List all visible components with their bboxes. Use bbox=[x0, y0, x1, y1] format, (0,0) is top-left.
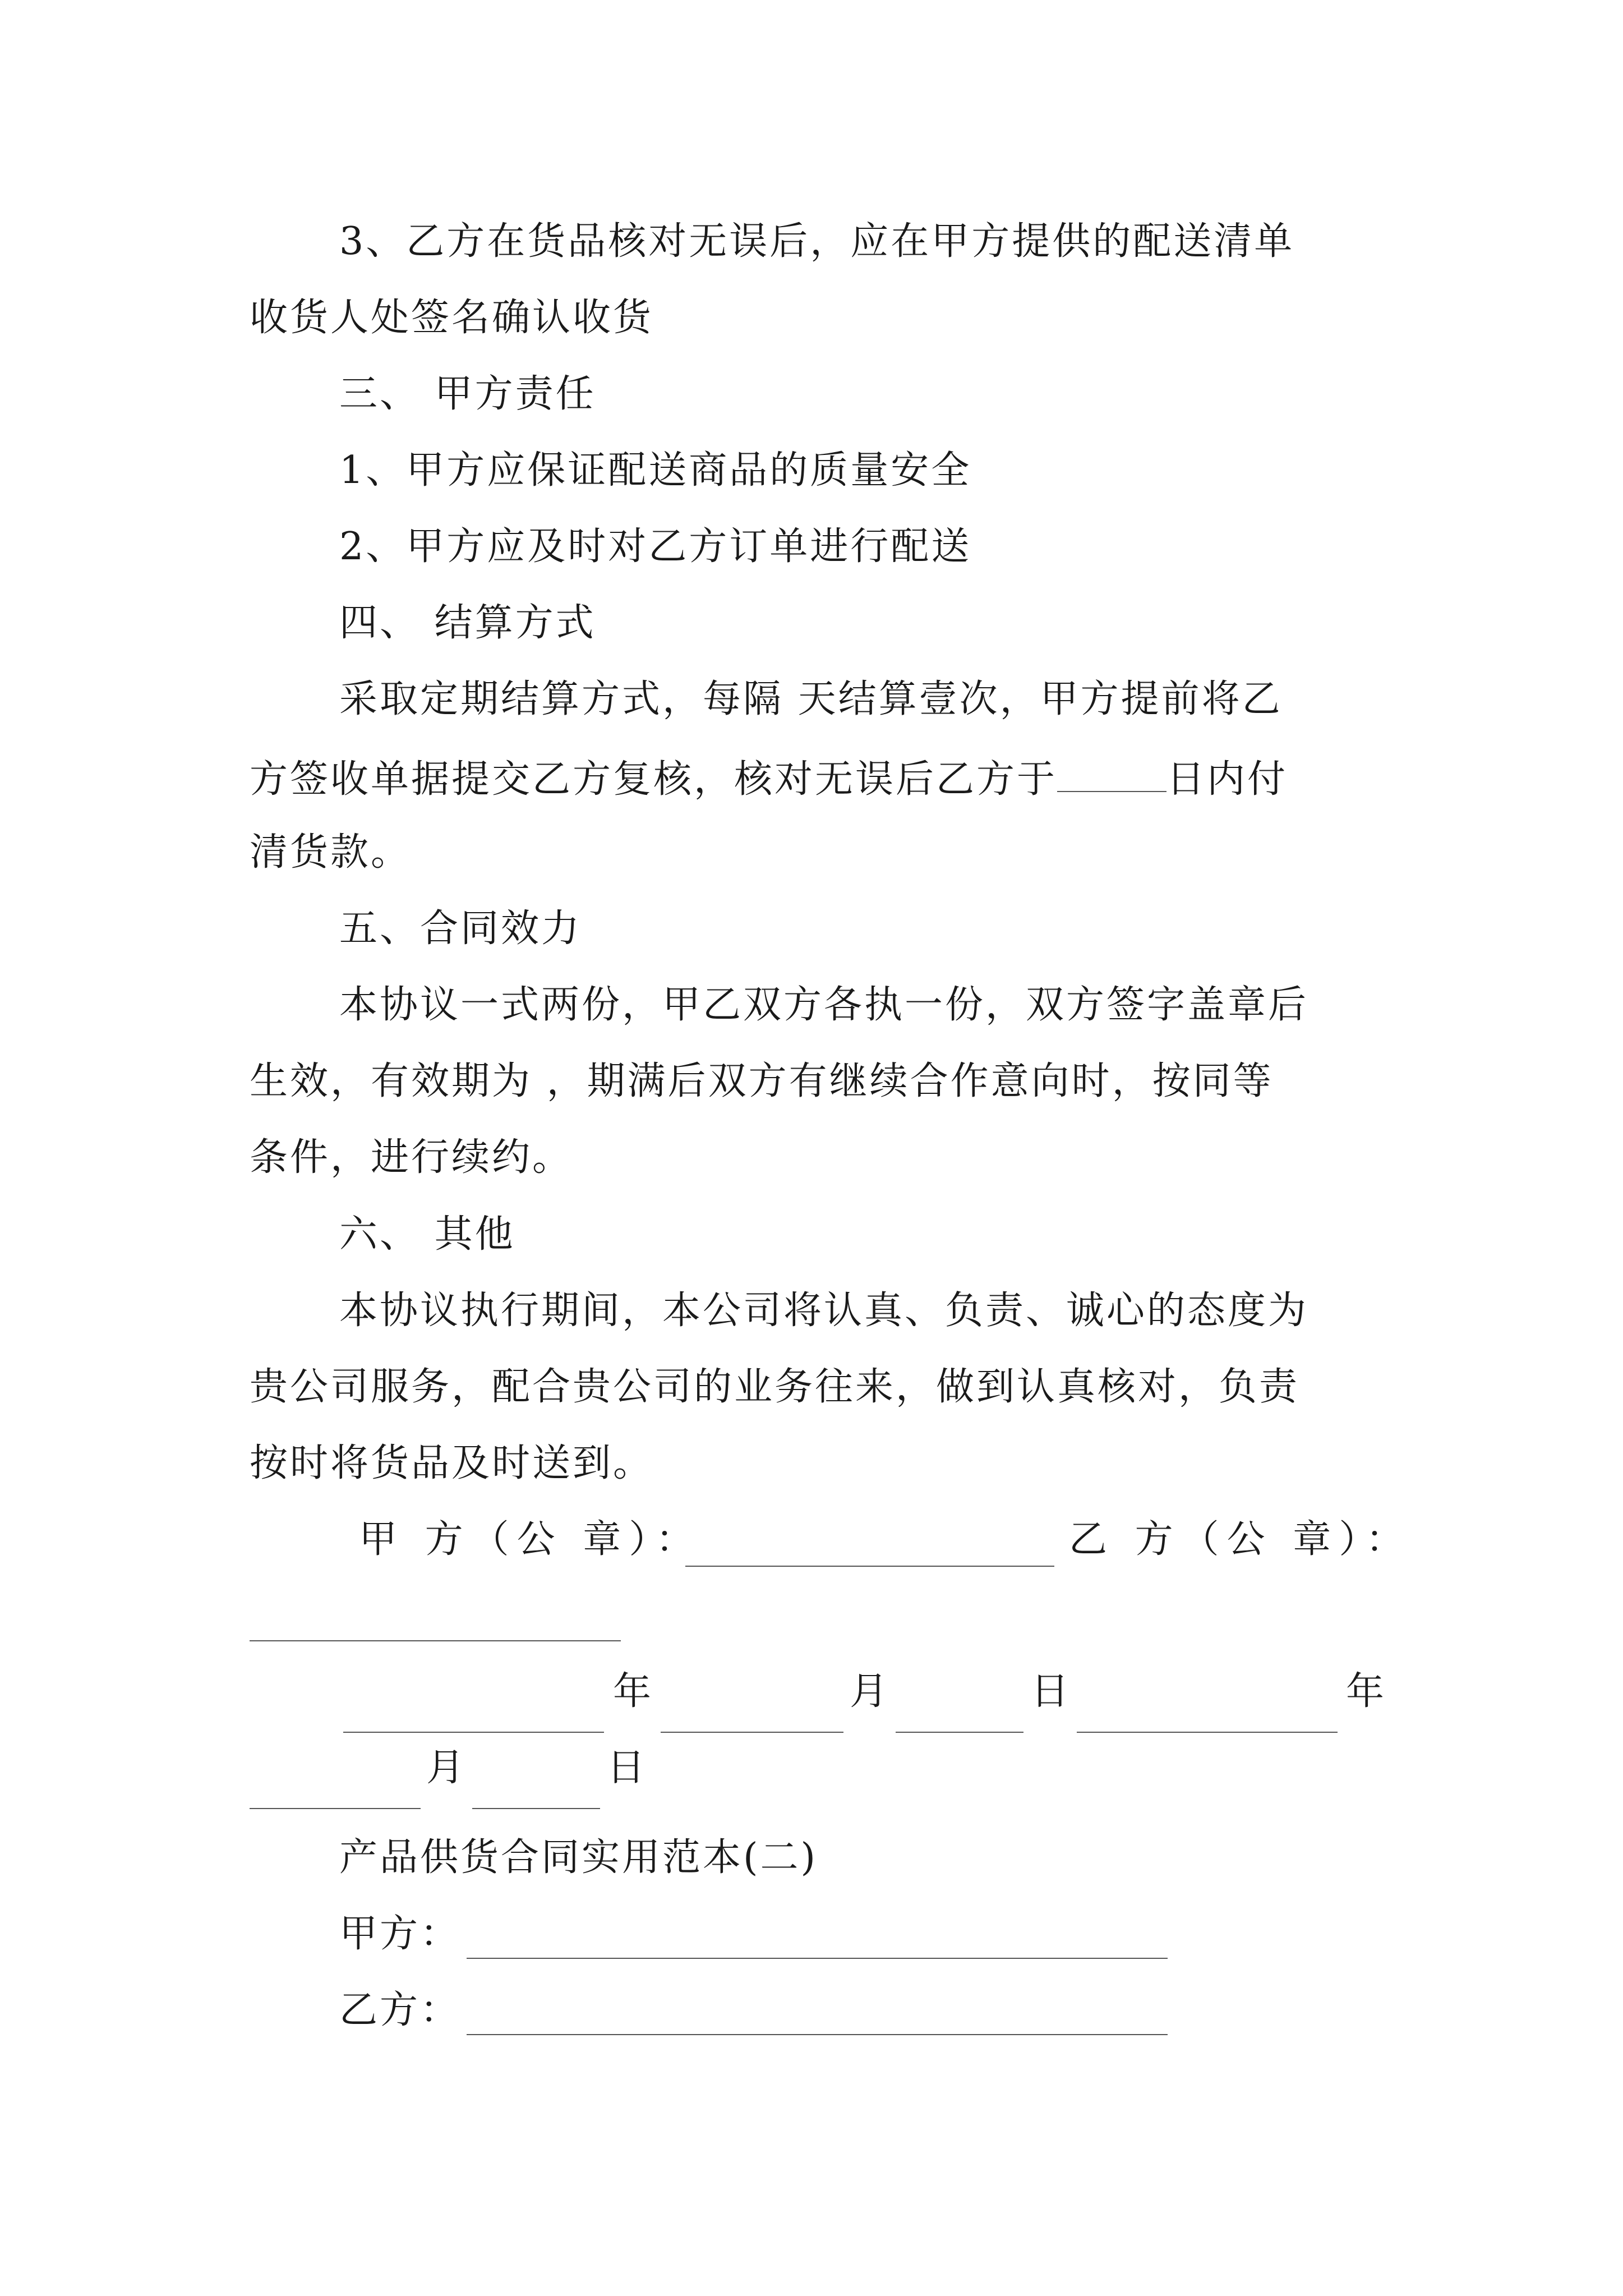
party-a-month-label: 月 bbox=[850, 1669, 888, 1714]
party-b-seal-blank[interactable] bbox=[250, 1607, 621, 1641]
party-b-day-blank[interactable] bbox=[472, 1774, 600, 1809]
party-a-seal-label: 甲 方（公 章）： bbox=[359, 1517, 702, 1562]
section-4-para-line-2 bbox=[250, 757, 1288, 802]
party-a-day-label: 日 bbox=[1031, 1669, 1069, 1714]
section-4-para-line-1: 采取定期结算方式，每隔 天结算壹次，甲方提前将乙 bbox=[339, 677, 1283, 721]
section-5-heading: 五、合同效力 bbox=[339, 907, 582, 951]
section-6-para-line-1: 本协议执行期间，本公司将认真、负责、诚心的态度为 bbox=[339, 1289, 1309, 1333]
party-b-year-blank[interactable] bbox=[1077, 1698, 1338, 1733]
next-party-a-blank[interactable] bbox=[467, 1924, 1168, 1959]
section-6-heading: 六、 其他 bbox=[339, 1212, 515, 1257]
payment-days-blank[interactable] bbox=[1057, 757, 1166, 792]
section-3-heading: 三、 甲方责任 bbox=[339, 372, 596, 416]
party-b-month-label: 月 bbox=[426, 1746, 465, 1790]
section-4-heading: 四、 结算方式 bbox=[339, 601, 596, 645]
party-b-seal-label: 乙 方（公 章）： bbox=[1069, 1517, 1412, 1562]
section-4-para-line-2-post: 日内付 bbox=[1166, 757, 1288, 802]
section-5-para-line-2: 生效，有效期为 ，期满后双方有继续合作意向时，按同等 bbox=[250, 1059, 1274, 1103]
next-party-a-label: 甲方： bbox=[339, 1912, 461, 1956]
party-b-year-label: 年 bbox=[1346, 1669, 1385, 1714]
party-a-seal-blank[interactable] bbox=[685, 1532, 1054, 1567]
section-3-item-1: 1、甲方应保证配送商品的质量安全 bbox=[339, 448, 972, 493]
clause-3-line-1: 3、乙方在货品核对无误后，应在甲方提供的配送清单 bbox=[339, 219, 1295, 264]
clause-3-line-2: 收货人处签名确认收货 bbox=[250, 296, 654, 340]
section-6-para-line-2: 贵公司服务，配合贵公司的业务往来，做到认真核对，负责 bbox=[250, 1365, 1300, 1409]
next-contract-title: 产品供货合同实用范本(二) bbox=[339, 1835, 818, 1880]
party-a-month-blank[interactable] bbox=[661, 1698, 843, 1733]
section-6-para-line-3: 按时将货品及时送到。 bbox=[250, 1441, 654, 1485]
section-4-para-line-2-pre: 方签收单据提交乙方复核，核对无误后乙方于 bbox=[250, 757, 1058, 802]
party-a-day-blank[interactable] bbox=[896, 1698, 1023, 1733]
section-5-para-line-3: 条件，进行续约。 bbox=[250, 1135, 573, 1180]
section-5-para-line-1: 本协议一式两份，甲乙双方各执一份，双方签字盖章后 bbox=[339, 983, 1309, 1027]
section-4-para-line-3: 清货款。 bbox=[250, 830, 412, 875]
next-party-b-blank[interactable] bbox=[467, 2000, 1168, 2035]
party-b-day-label: 日 bbox=[607, 1746, 645, 1790]
section-3-item-2: 2、甲方应及时对乙方订单进行配送 bbox=[339, 524, 972, 569]
party-a-year-blank[interactable] bbox=[343, 1698, 604, 1733]
next-party-b-label: 乙方： bbox=[339, 1988, 461, 2032]
party-b-month-blank[interactable] bbox=[250, 1774, 421, 1809]
party-a-year-label: 年 bbox=[613, 1669, 652, 1714]
